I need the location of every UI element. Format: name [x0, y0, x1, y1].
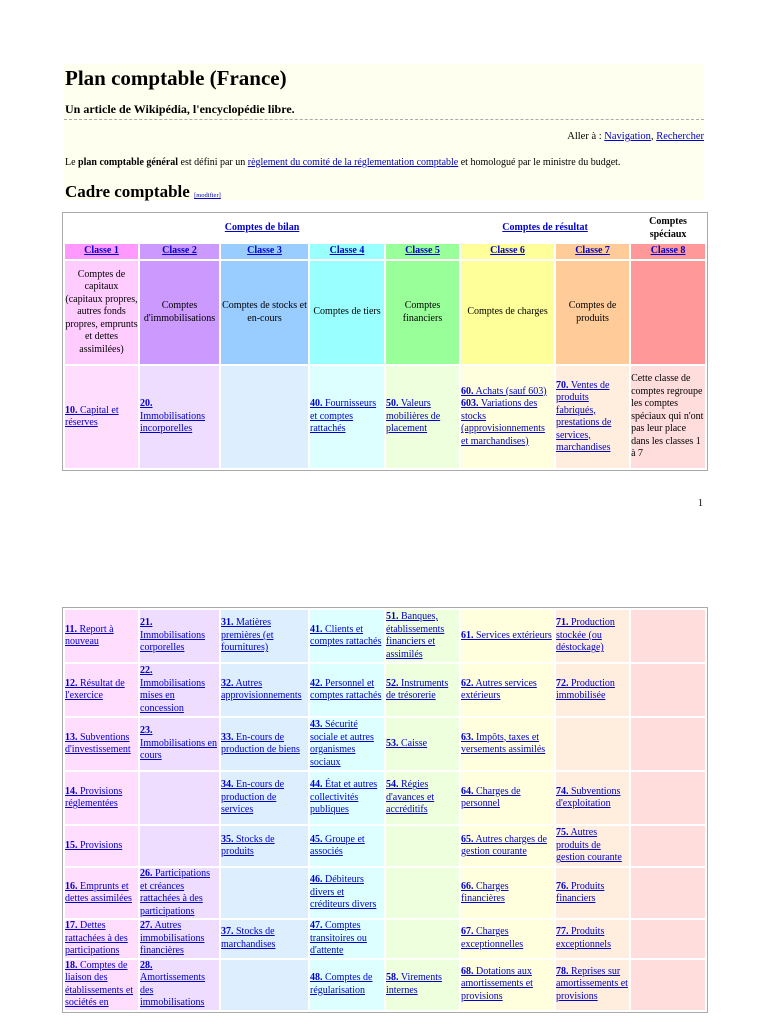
edit-section-link[interactable]: [modifier] [194, 192, 221, 199]
account-cell-link[interactable]: 46. Débiteurs divers et créditeurs divers [310, 874, 377, 911]
account-cell-empty [631, 868, 705, 918]
class-4-link[interactable]: Classe 4 [329, 245, 365, 257]
account-cell-empty [631, 664, 705, 716]
account-cell-number: 53. [386, 737, 399, 749]
account-cell-number: 66. [461, 880, 474, 892]
account-cell-link[interactable]: 14. Provisions réglementées [65, 785, 123, 809]
account-cell [386, 772, 459, 824]
class-2-header [140, 244, 219, 259]
account-cell-link[interactable]: 61. Services extérieurs [461, 629, 552, 641]
account-cell-link[interactable]: 16. Emprunts et dettes assimilées [65, 880, 132, 904]
account-cell-link[interactable]: 47. Comptes transitoires ou d'attente [310, 920, 367, 956]
account-cell-number: 27. [140, 920, 153, 931]
account-cell [556, 960, 629, 1010]
account-cell [386, 826, 459, 866]
account-cell [556, 826, 629, 866]
intro-paragraph [65, 156, 620, 170]
account-cell-number: 34. [221, 779, 234, 791]
class-2-description: Comptes d'immobilisations [140, 261, 219, 364]
account-cell-link[interactable]: 78. Reprises sur amortissements et provisions [556, 965, 628, 1002]
account-cell-number: 70. [556, 379, 569, 391]
account-cell [221, 772, 308, 824]
account-cell-number: 74. [556, 785, 569, 797]
account-cell-link[interactable]: 67. Charges exceptionnelles [461, 926, 524, 950]
class-1-header [65, 244, 138, 259]
account-cell [310, 772, 384, 824]
account-cell [461, 366, 554, 468]
account-cell [65, 664, 138, 716]
class-6-description: Comptes de charges [461, 261, 554, 364]
account-cell-number: 52. [386, 677, 399, 689]
account-cell-text: Cette classe de comptes regroupe les comptes spéciaux qui n'ont pas leur place dans les classes 1 à 7 [631, 373, 704, 460]
account-cell [221, 868, 308, 918]
account-cell [140, 610, 219, 662]
account-cell-number: 54. [386, 779, 399, 791]
account-cell-empty [631, 960, 705, 1010]
account-cell-number: 47. [310, 920, 323, 931]
account-cell-number: 14. [65, 785, 78, 797]
account-cell-empty [631, 610, 705, 662]
class-6-header [461, 244, 554, 259]
account-cell-link[interactable]: 42. Personnel et comptes rattachés [310, 677, 382, 701]
class-6-link[interactable]: Classe 6 [490, 245, 525, 257]
class-5-description: Comptes financiers [386, 261, 459, 364]
account-cell-link[interactable]: 74. Subventions d'exploitation [556, 785, 621, 809]
article-header [64, 64, 704, 200]
account-cell [386, 610, 459, 662]
intro-bold: plan comptable général [78, 157, 179, 168]
account-cell [461, 664, 554, 716]
account-cell-link[interactable]: 28. Amortissements des immobilisations [140, 959, 205, 1008]
account-cell [556, 366, 629, 468]
class-8-header [631, 244, 705, 259]
account-cell-number: 44. [310, 779, 323, 791]
account-cell-link[interactable]: 40. Fournisseurs et comptes rattachés [310, 398, 377, 435]
account-cell-number-2: 603. [461, 398, 479, 410]
account-cell [310, 826, 384, 866]
account-cell [556, 868, 629, 918]
bilan-link[interactable]: Comptes de bilan [224, 222, 300, 234]
account-cell-number: 16. [65, 880, 78, 892]
account-cell-number: 51. [386, 611, 399, 622]
intro-text-3: et homologué par le ministre du budget. [458, 157, 621, 168]
account-cell-link[interactable]: 11. Report à nouveau [65, 623, 114, 647]
account-cell-link[interactable]: 62. Autres services extérieurs [461, 677, 537, 701]
account-cell-link[interactable]: 33. En-cours de production de biens [221, 731, 300, 755]
page-title: Plan comptable (France) [65, 66, 287, 90]
account-cell-number: 26. [140, 868, 153, 879]
intro-text-2: est défini par un [178, 157, 248, 168]
account-cell-link[interactable]: 23. Immobilisations en cours [140, 725, 217, 762]
account-cell-number: 40. [310, 398, 323, 410]
account-cell-link[interactable]: 35. Stocks de produits [221, 833, 275, 857]
account-cell-link[interactable]: 77. Produits exceptionnels [556, 926, 611, 950]
account-cell-number: 21. [140, 617, 153, 629]
class-2-link[interactable]: Classe 2 [162, 245, 197, 257]
account-cell [310, 868, 384, 918]
resultat-link[interactable]: Comptes de résultat [502, 222, 588, 234]
account-cell [65, 366, 138, 468]
account-cell-number: 62. [461, 677, 474, 689]
account-cell [65, 960, 138, 1010]
navigation-link[interactable]: Navigation [604, 131, 651, 142]
table-row [65, 868, 705, 918]
account-cell-number: 68. [461, 965, 474, 977]
account-cell [140, 718, 219, 770]
account-cell [310, 664, 384, 716]
account-cell-link[interactable]: 52. Instruments de trésorerie [386, 677, 449, 701]
account-cell-number: 43. [310, 719, 323, 730]
account-cell [631, 366, 705, 468]
account-cell-number: 20. [140, 398, 153, 410]
account-cell-link[interactable]: 22. Immobilisations mises en concession [140, 665, 205, 714]
account-cell-link[interactable]: 13. Subventions d'investissement [65, 731, 131, 755]
account-cell [221, 718, 308, 770]
account-cell-number: 72. [556, 677, 569, 689]
account-cell-number: 41. [310, 623, 323, 635]
account-cell [386, 920, 459, 958]
account-cell [65, 610, 138, 662]
account-cell-link[interactable]: 34. En-cours de production de services [221, 779, 285, 816]
account-cell [140, 664, 219, 716]
account-cell-number: 75. [556, 827, 569, 839]
account-cell [461, 868, 554, 918]
account-cell-link[interactable]: 41. Clients et comptes rattachés [310, 623, 382, 647]
account-cell-number: 65. [461, 833, 474, 845]
account-cell-number: 17. [65, 920, 78, 931]
account-cell-link[interactable]: 26. Participations et créances rattachées à des participations [140, 868, 210, 917]
account-cell [221, 664, 308, 716]
account-cell-link[interactable]: 18. Comptes de liaison des établissements et sociétés en [65, 959, 134, 1008]
account-cell [556, 718, 629, 770]
page-number: 1 [698, 498, 703, 509]
table-row [65, 772, 705, 824]
account-cell-number: 18. [65, 959, 78, 971]
account-cell-link[interactable]: 75. Autres produits de gestion courante [556, 827, 622, 864]
account-cell-link[interactable]: 37. Stocks de marchandises [221, 926, 276, 950]
account-cell [461, 826, 554, 866]
account-cell-empty [631, 826, 705, 866]
account-cell-link[interactable]: 44. État et autres collectivités publiques [310, 779, 378, 816]
account-cell [310, 610, 384, 662]
account-cell-link[interactable]: 31. Matières premières (et fournitures) [221, 617, 274, 654]
class-7-description: Comptes de produits [556, 261, 629, 364]
account-cell [556, 664, 629, 716]
table-row [65, 664, 705, 716]
account-cell [386, 960, 459, 1010]
account-cell-link[interactable]: 63. Impôts, taxes et versements assimilés [461, 731, 546, 755]
account-cell-link[interactable]: 50. Valeurs mobilières de placement [386, 398, 441, 435]
group-header-resultat [461, 215, 629, 242]
class-7-header [556, 244, 629, 259]
section-title [65, 181, 221, 207]
class-4-description: Comptes de tiers [310, 261, 384, 364]
account-cell-link[interactable]: 60. Achats (sauf 603) [461, 385, 547, 397]
account-cell [386, 664, 459, 716]
account-cell [310, 920, 384, 958]
account-cell-link[interactable]: 76. Produits financiers [556, 880, 605, 904]
account-cell-number: 10. [65, 404, 78, 416]
account-cell-number: 33. [221, 731, 234, 743]
search-link[interactable]: Rechercher [656, 131, 704, 142]
account-cell-number: 37. [221, 926, 234, 938]
class-4-header [310, 244, 384, 259]
account-cell-number: 35. [221, 833, 234, 845]
account-cell-link[interactable]: 48. Comptes de régularisation [310, 972, 373, 996]
account-cell-empty [631, 920, 705, 958]
account-cell-empty [631, 772, 705, 824]
account-cell-link[interactable]: 21. Immobilisations corporelles [140, 617, 205, 654]
class-1-description: Comptes de capitaux (capitaux propres, autres fonds propres, emprunts et dettes assimilées) [65, 261, 138, 364]
class-3-link[interactable]: Classe 3 [247, 245, 282, 257]
account-cell-link[interactable]: 43. Sécurité sociale et autres organismes sociaux [310, 719, 374, 768]
account-cell-link[interactable]: 17. Dettes rattachées à des participations [65, 920, 128, 956]
table-row [65, 718, 705, 770]
account-cell [140, 920, 219, 958]
account-cell-number: 67. [461, 926, 474, 938]
account-cell-number: 63. [461, 731, 474, 743]
table-row [65, 826, 705, 866]
account-cell-link[interactable]: 65. Autres charges de gestion courante [461, 833, 547, 857]
account-cell [386, 718, 459, 770]
account-cell [221, 610, 308, 662]
account-cell-number: 12. [65, 677, 78, 689]
account-cell-number: 58. [386, 972, 399, 983]
account-cell [221, 960, 308, 1010]
account-cell [140, 960, 219, 1010]
chart-of-accounts-table-top [62, 212, 708, 471]
table-row [65, 920, 705, 958]
account-cell-number: 32. [221, 677, 234, 689]
account-cell-number: 28. [140, 959, 153, 971]
account-cell-link[interactable]: 12. Résultat de l'exercice [65, 677, 125, 701]
intro-text-1: Le [65, 157, 79, 168]
account-cell-link[interactable]: 68. Dotations aux amortissements et provisions [461, 965, 533, 1002]
account-cell [140, 772, 219, 824]
account-cell-number: 46. [310, 874, 323, 886]
account-cell [140, 868, 219, 918]
account-cell-empty [631, 718, 705, 770]
account-cell-number: 61. [461, 629, 474, 641]
table-row [65, 610, 705, 662]
account-cell-link[interactable]: 53. Caisse [386, 737, 428, 749]
class-3-header [221, 244, 308, 259]
account-cell-link[interactable]: 32. Autres approvisionnements [221, 677, 302, 701]
table-row [65, 960, 705, 1010]
account-cell [556, 610, 629, 662]
chart-of-accounts-table-bottom [62, 607, 708, 1013]
account-cell [310, 366, 384, 468]
account-cell-number: 15. [65, 839, 78, 851]
account-cell [386, 868, 459, 918]
group-header-speciaux: Comptes spéciaux [631, 215, 705, 242]
account-cell-number: 50. [386, 398, 399, 410]
account-cell-link[interactable]: 10. Capital et réserves [65, 404, 119, 428]
account-cell [65, 920, 138, 958]
account-cell-number: 22. [140, 665, 153, 676]
class-7-link[interactable]: Classe 7 [575, 245, 610, 257]
account-cell [140, 826, 219, 866]
account-cell-number: 23. [140, 725, 153, 737]
class-3-description: Comptes de stocks et en-cours [221, 261, 308, 364]
account-cell-number: 13. [65, 731, 78, 743]
account-cell-number: 78. [556, 965, 569, 977]
account-cell [461, 960, 554, 1010]
account-cell [221, 366, 308, 468]
account-cell-number: 64. [461, 785, 474, 797]
account-cell [556, 920, 629, 958]
class-1-link[interactable]: Classe 1 [84, 245, 119, 257]
jump-separator: , [650, 131, 657, 142]
account-cell-number: 45. [310, 833, 323, 845]
account-cell-link[interactable]: 15. Provisions [65, 839, 123, 851]
account-cell-link[interactable]: 51. Banques, établissements financiers et assimilés [386, 611, 445, 660]
header-separator [64, 119, 704, 120]
account-cell [65, 826, 138, 866]
account-cell [221, 826, 308, 866]
account-cell-link[interactable]: 58. Virements internes [386, 972, 442, 996]
account-cell-number: 71. [556, 617, 569, 629]
account-cell [221, 920, 308, 958]
account-cell [461, 610, 554, 662]
account-cell-link[interactable]: 70. Ventes de produits fabriqués, prestations de services, marchandises [556, 379, 612, 453]
account-cell-link[interactable]: 27. Autres immobilisations financières [140, 920, 205, 956]
account-cell-link[interactable]: 72. Production immobilisée [556, 677, 615, 701]
account-cell-number: 77. [556, 926, 569, 938]
account-cell [65, 868, 138, 918]
account-cell-link[interactable]: 45. Groupe et associés [310, 833, 365, 857]
class-5-link[interactable]: Classe 5 [405, 245, 440, 257]
account-cell [461, 718, 554, 770]
account-cell [310, 718, 384, 770]
account-cell-number: 42. [310, 677, 323, 689]
class-5-header [386, 244, 459, 259]
account-cell [65, 718, 138, 770]
account-cell [556, 772, 629, 824]
account-cell-number: 31. [221, 617, 234, 629]
account-cell-link[interactable]: 64. Charges de personnel [461, 785, 521, 809]
account-cell-number: 11. [65, 623, 77, 635]
account-cell [461, 920, 554, 958]
regulation-link[interactable]: règlement du comité de la réglementation comptable [247, 157, 459, 168]
account-cell-number: 48. [310, 972, 323, 983]
account-cell [461, 772, 554, 824]
account-cell-link[interactable]: 71. Production stockée (ou déstockage) [556, 617, 615, 654]
account-cell-number: 76. [556, 880, 569, 892]
account-cell [65, 772, 138, 824]
jump-links [567, 130, 704, 144]
class-8-link[interactable]: Classe 8 [650, 245, 686, 257]
account-cell-link[interactable]: 66. Charges financières [461, 880, 509, 904]
account-cell [310, 960, 384, 1010]
account-cell-link-2[interactable]: 603. Variations des stocks (approvisionnements et marchandises) [461, 398, 545, 447]
class-8-description [631, 261, 705, 364]
account-cell [140, 366, 219, 468]
account-cell-number: 60. [461, 385, 474, 397]
section-title-text: Cadre comptable [65, 182, 190, 201]
page-subtitle: Un article de Wikipédia, l'encyclopédie libre. [65, 102, 295, 116]
account-cell [386, 366, 459, 468]
account-cell-link[interactable]: 20. Immobilisations incorporelles [140, 398, 205, 435]
jump-label: Aller à : [567, 131, 605, 142]
group-header-bilan [65, 215, 459, 242]
account-cell-link[interactable]: 54. Régies d'avances et accréditifs [386, 779, 435, 816]
